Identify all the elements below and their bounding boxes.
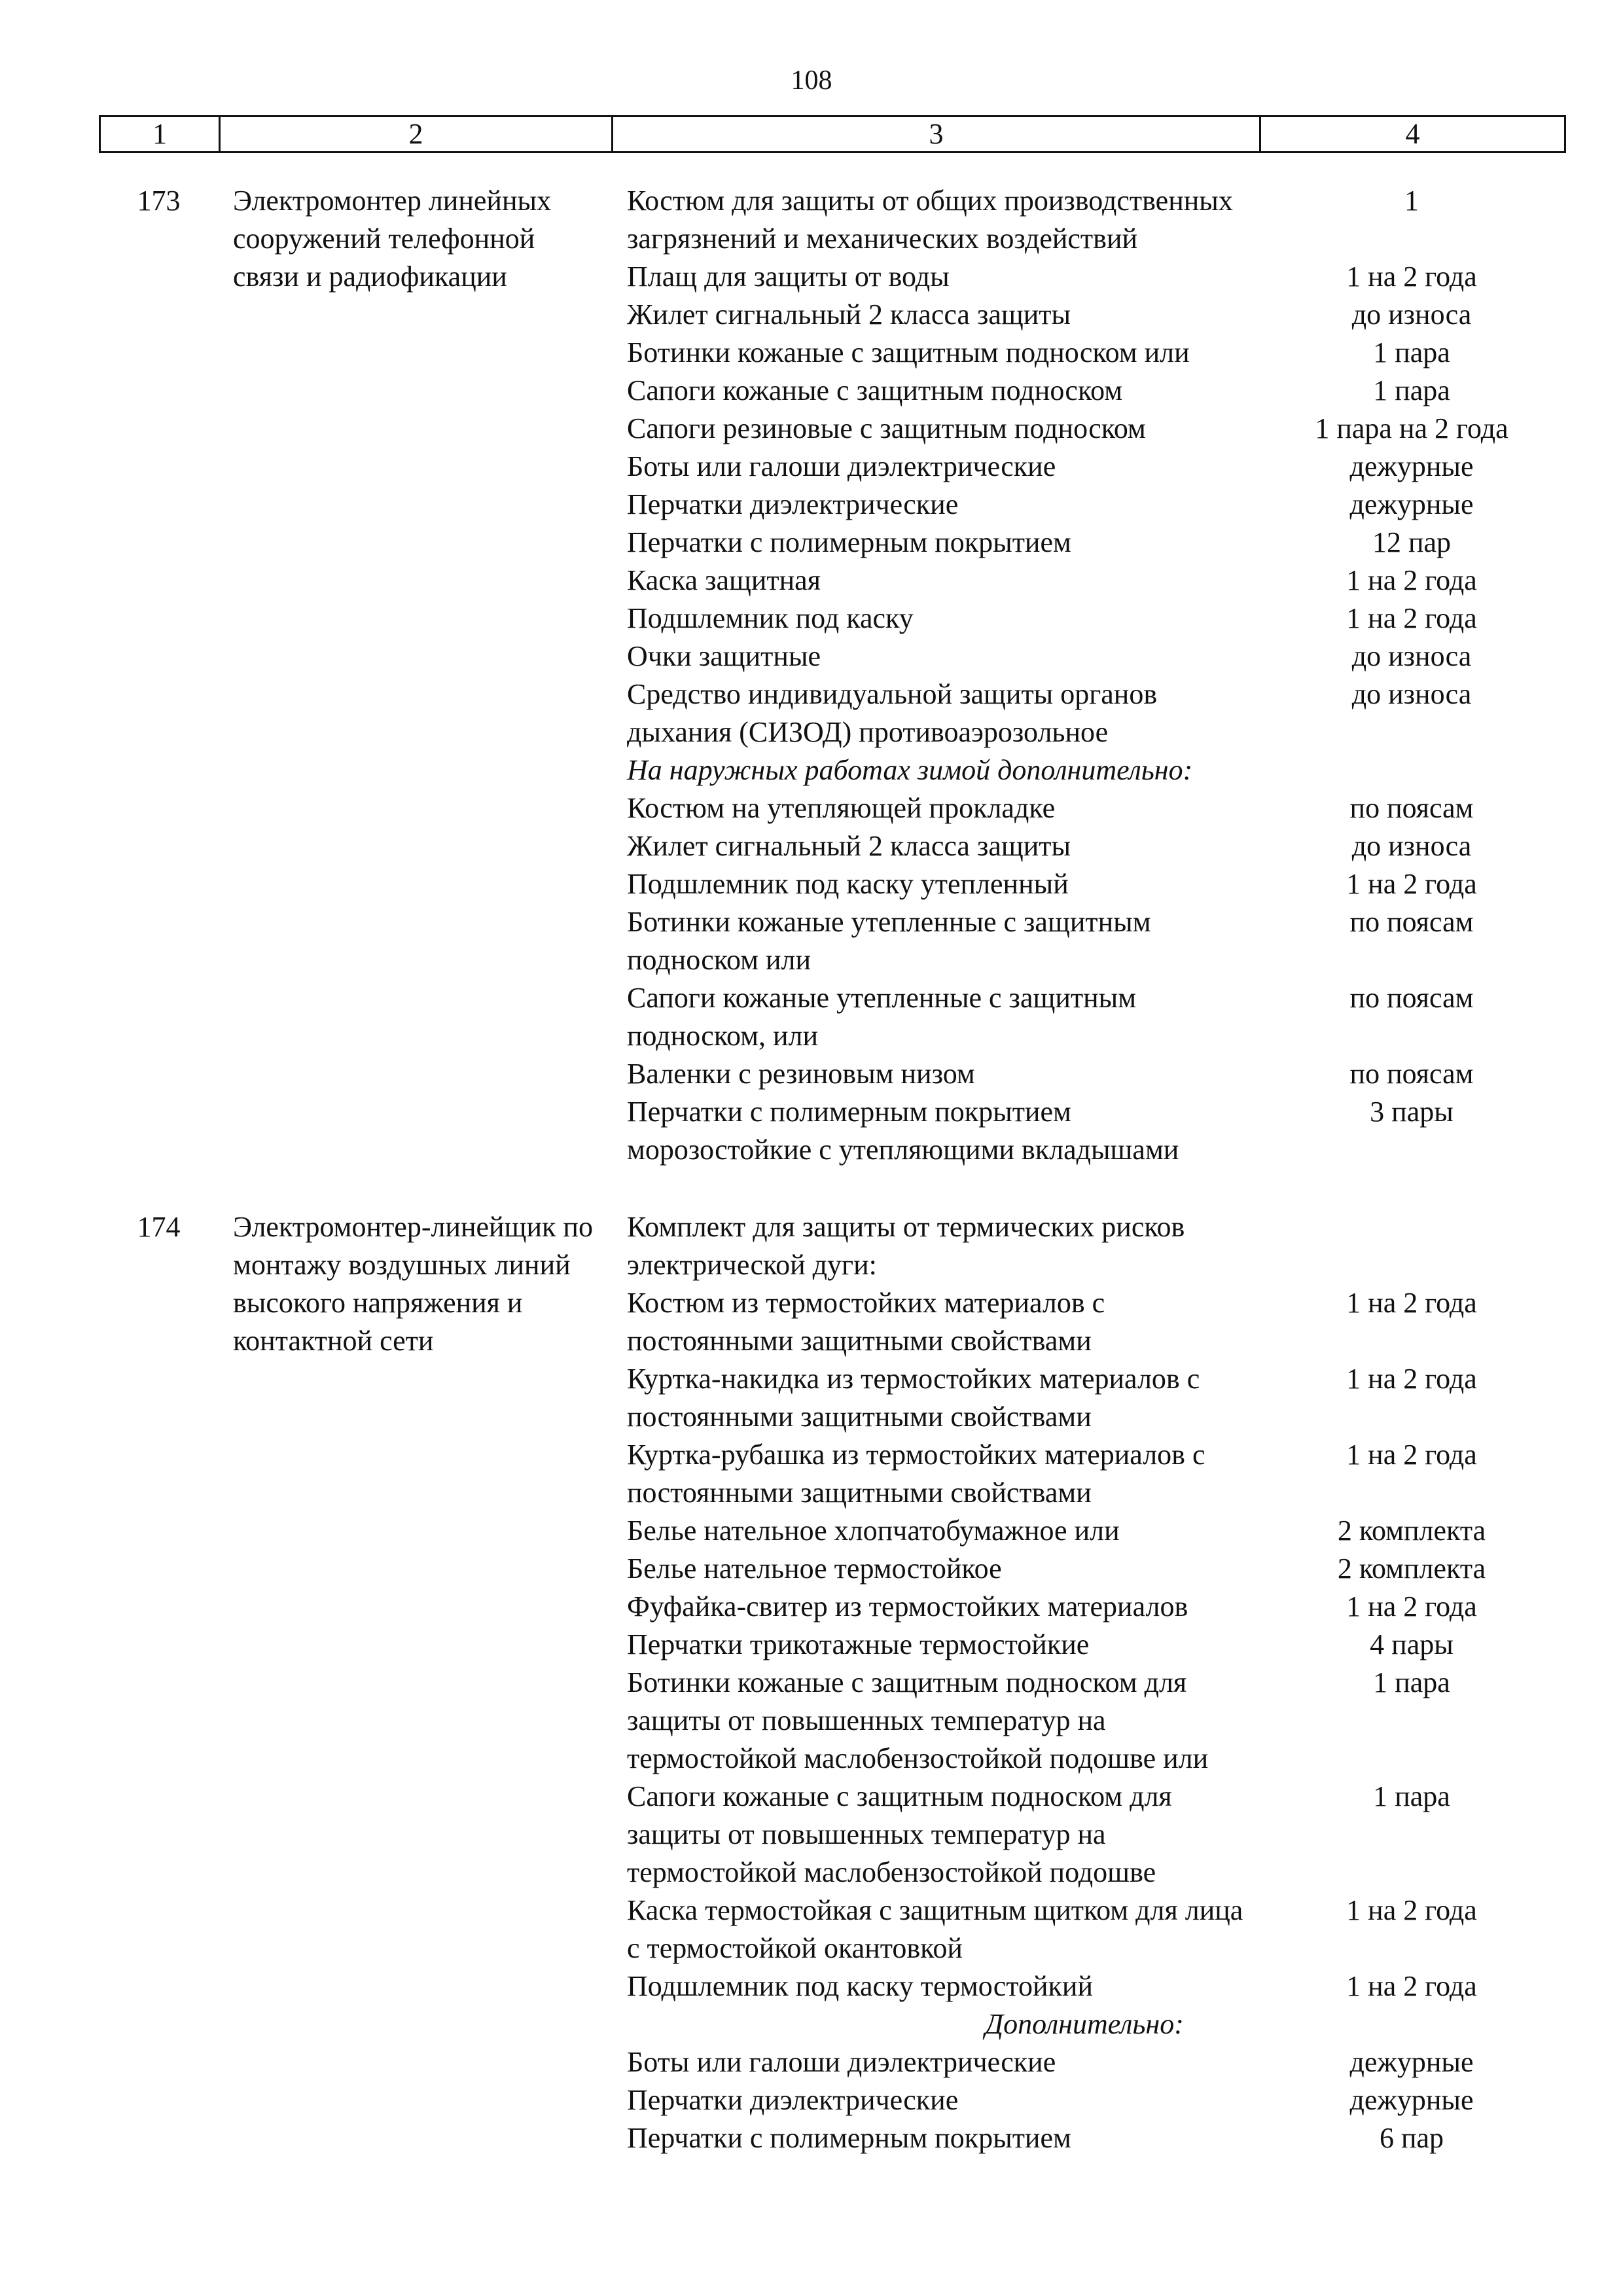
item-norm: 1 пара (1373, 1780, 1450, 1812)
item-name: Каска защитная (627, 564, 821, 596)
item-norm: до износа (1351, 830, 1472, 862)
entry-number-empty (99, 448, 219, 486)
section-heading: Дополнительно: (985, 2008, 1184, 2040)
item-name: Ботинки кожаные с защитным подноском для защиты от повышенных температур на термостойкой маслобензостойкой подошве или (627, 1666, 1209, 1774)
item-name: Перчатки с полимерным покрытием (627, 2122, 1071, 2154)
table-row (99, 182, 1564, 258)
column-header-2: 2 (220, 117, 613, 152)
item-name: Подшлемник под каску (627, 602, 914, 634)
item-name: Подшлемник под каску утепленный (627, 868, 1069, 900)
entry-number-empty (99, 1967, 219, 2005)
item-name: Сапоги кожаные с защитным подноском (627, 374, 1123, 406)
entry-number-empty (99, 562, 219, 600)
item-name: Костюм для защиты от общих производственных загрязнений и механических воздействий (627, 185, 1233, 255)
item-name: Перчатки трикотажные термостойкие (627, 1628, 1090, 1660)
item-name: Фуфайка-свитер из термостойких материалов (627, 1590, 1188, 1623)
entry-number-empty (99, 675, 219, 751)
entry-number-empty (99, 410, 219, 448)
item-norm: дежурные (1349, 488, 1474, 520)
norms-table (99, 182, 1564, 2157)
page-number: 108 (791, 65, 832, 96)
entry-number-empty (99, 1664, 219, 1778)
item-norm: 3 пары (1370, 1096, 1454, 1128)
entry-number-empty (99, 334, 219, 372)
item-norm: 1 пара на 2 года (1315, 412, 1508, 444)
item-norm: по поясам (1349, 792, 1474, 824)
item-norm: 1 на 2 года (1346, 1970, 1477, 2002)
entry-number-empty (99, 258, 219, 296)
item-name: Перчатки диэлектрические (627, 2084, 959, 2116)
entry-number-empty (99, 1436, 219, 1512)
item-name: Куртка-накидка из термостойких материалов с постоянными защитными свойствами (627, 1363, 1200, 1433)
entry-number-empty (99, 296, 219, 334)
entry-number-empty (99, 2119, 219, 2157)
entry-number-empty (99, 979, 219, 1055)
entry-number-empty (99, 1626, 219, 1664)
entry-number-empty (99, 372, 219, 410)
entry-number-empty (99, 827, 219, 865)
item-norm: 1 (1404, 185, 1419, 217)
item-norm: 1 пара (1373, 374, 1450, 406)
entry-number-empty (99, 486, 219, 524)
item-norm: дежурные (1349, 450, 1474, 482)
item-name: Плащ для защиты от воды (627, 260, 950, 293)
item-norm: 2 комплекта (1337, 1515, 1486, 1547)
item-norm: по поясам (1349, 906, 1474, 938)
item-norm: 1 на 2 года (1346, 602, 1477, 634)
item-norm: 1 пара (1373, 1666, 1450, 1698)
item-name: Жилет сигнальный 2 класса защиты (627, 298, 1071, 331)
item-name: Сапоги кожаные с защитным подноском для защиты от повышенных температур на термостойкой маслобензостойкой подошве (627, 1780, 1172, 1888)
entry-number: 173 (137, 185, 181, 217)
profession-name: Электромонтер линейных сооружений телефонной связи и радиофикации (233, 185, 552, 293)
entry-number-empty (99, 1892, 219, 1967)
item-norm: 1 на 2 года (1346, 1894, 1477, 1926)
column-header-row (99, 115, 1566, 153)
item-norm: до износа (1351, 678, 1472, 710)
item-norm: 1 на 2 года (1346, 564, 1477, 596)
item-name: Перчатки диэлектрические (627, 488, 959, 520)
item-norm: до износа (1351, 640, 1472, 672)
entry-number-empty (99, 600, 219, 637)
item-name: Костюм из термостойких материалов с постоянными защитными свойствами (627, 1287, 1105, 1357)
item-norm: 1 на 2 года (1346, 1590, 1477, 1623)
item-name: Сапоги кожаные утепленные с защитным подноском, или (627, 982, 1137, 1052)
item-name: Очки защитные (627, 640, 821, 672)
item-name: Костюм на утепляющей прокладке (627, 792, 1056, 824)
item-norm: до износа (1351, 298, 1472, 331)
item-norm: 1 на 2 года (1346, 868, 1477, 900)
item-name: Белье нательное термостойкое (627, 1552, 1002, 1585)
item-name: Белье нательное хлопчатобумажное или (627, 1515, 1120, 1547)
column-header-1: 1 (100, 117, 220, 152)
item-name: Ботинки кожаные с защитным подноском или (627, 336, 1190, 368)
entry-number-empty (99, 524, 219, 562)
item-name: Подшлемник под каску термостойкий (627, 1970, 1093, 2002)
item-norm: 6 пар (1379, 2122, 1444, 2154)
entry-number-empty (99, 789, 219, 827)
entry-number-empty (99, 1512, 219, 1550)
item-name: Валенки с резиновым низом (627, 1058, 975, 1090)
entry-number-empty (99, 751, 219, 789)
column-header-4: 4 (1260, 117, 1565, 152)
item-name: Жилет сигнальный 2 класса защиты (627, 830, 1071, 862)
item-norm: 1 на 2 года (1346, 1439, 1477, 1471)
entry-number-empty (99, 1284, 219, 1360)
item-norm: 2 комплекта (1337, 1552, 1486, 1585)
item-name: Ботинки кожаные утепленные с защитным подноском или (627, 906, 1151, 976)
entry-number-empty (99, 1360, 219, 1436)
item-name: Боты или галоши диэлектрические (627, 2046, 1056, 2078)
entry-number-empty (99, 865, 219, 903)
item-name: Каска термостойкая с защитным щитком для лица с термостойкой окантовкой (627, 1894, 1243, 1964)
item-norm (1259, 1208, 1564, 1284)
entry-number: 174 (137, 1211, 181, 1243)
section-heading: На наружных работах зимой дополнительно: (627, 754, 1193, 786)
item-name: Сапоги резиновые с защитным подноском (627, 412, 1146, 444)
item-norm: 1 на 2 года (1346, 1363, 1477, 1395)
item-name: Комплект для защиты от термических рисков электрической дуги: (627, 1211, 1185, 1281)
item-norm: 1 на 2 года (1346, 1287, 1477, 1319)
item-name: Боты или галоши диэлектрические (627, 450, 1056, 482)
item-norm: 12 пар (1372, 526, 1452, 558)
item-name: Средство индивидуальной защиты органов дыхания (СИЗОД) противоаэрозольное (627, 678, 1158, 748)
item-name: Куртка-рубашка из термостойких материалов с постоянными защитными свойствами (627, 1439, 1205, 1509)
item-name: Перчатки с полимерным покрытием морозостойкие с утепляющими вкладышами (627, 1096, 1179, 1166)
item-norm: 1 на 2 года (1346, 260, 1477, 293)
entry-number-empty (99, 1055, 219, 1093)
entry-number-empty (99, 1550, 219, 1588)
entry-number-empty (99, 1093, 219, 1169)
item-norm: 1 пара (1373, 336, 1450, 368)
item-norm: 4 пары (1370, 1628, 1454, 1660)
profession-name: Электромонтер-линейщик по монтажу воздушных линий высокого напряжения и контактной сети (233, 1211, 593, 1357)
item-norm: по поясам (1349, 1058, 1474, 1090)
entry-number-empty (99, 2043, 219, 2081)
item-name: Перчатки с полимерным покрытием (627, 526, 1071, 558)
item-norm: дежурные (1349, 2046, 1474, 2078)
item-norm: дежурные (1349, 2084, 1474, 2116)
entry-number-empty (99, 903, 219, 979)
item-norm: по поясам (1349, 982, 1474, 1014)
entry-number-empty (99, 2005, 219, 2043)
column-header-3: 3 (613, 117, 1260, 152)
entry-spacer (99, 1169, 1564, 1208)
entry-number-empty (99, 2081, 219, 2119)
entry-number-empty (99, 1778, 219, 1892)
entry-number-empty (99, 1588, 219, 1626)
table-row (99, 1208, 1564, 1284)
entry-number-empty (99, 637, 219, 675)
